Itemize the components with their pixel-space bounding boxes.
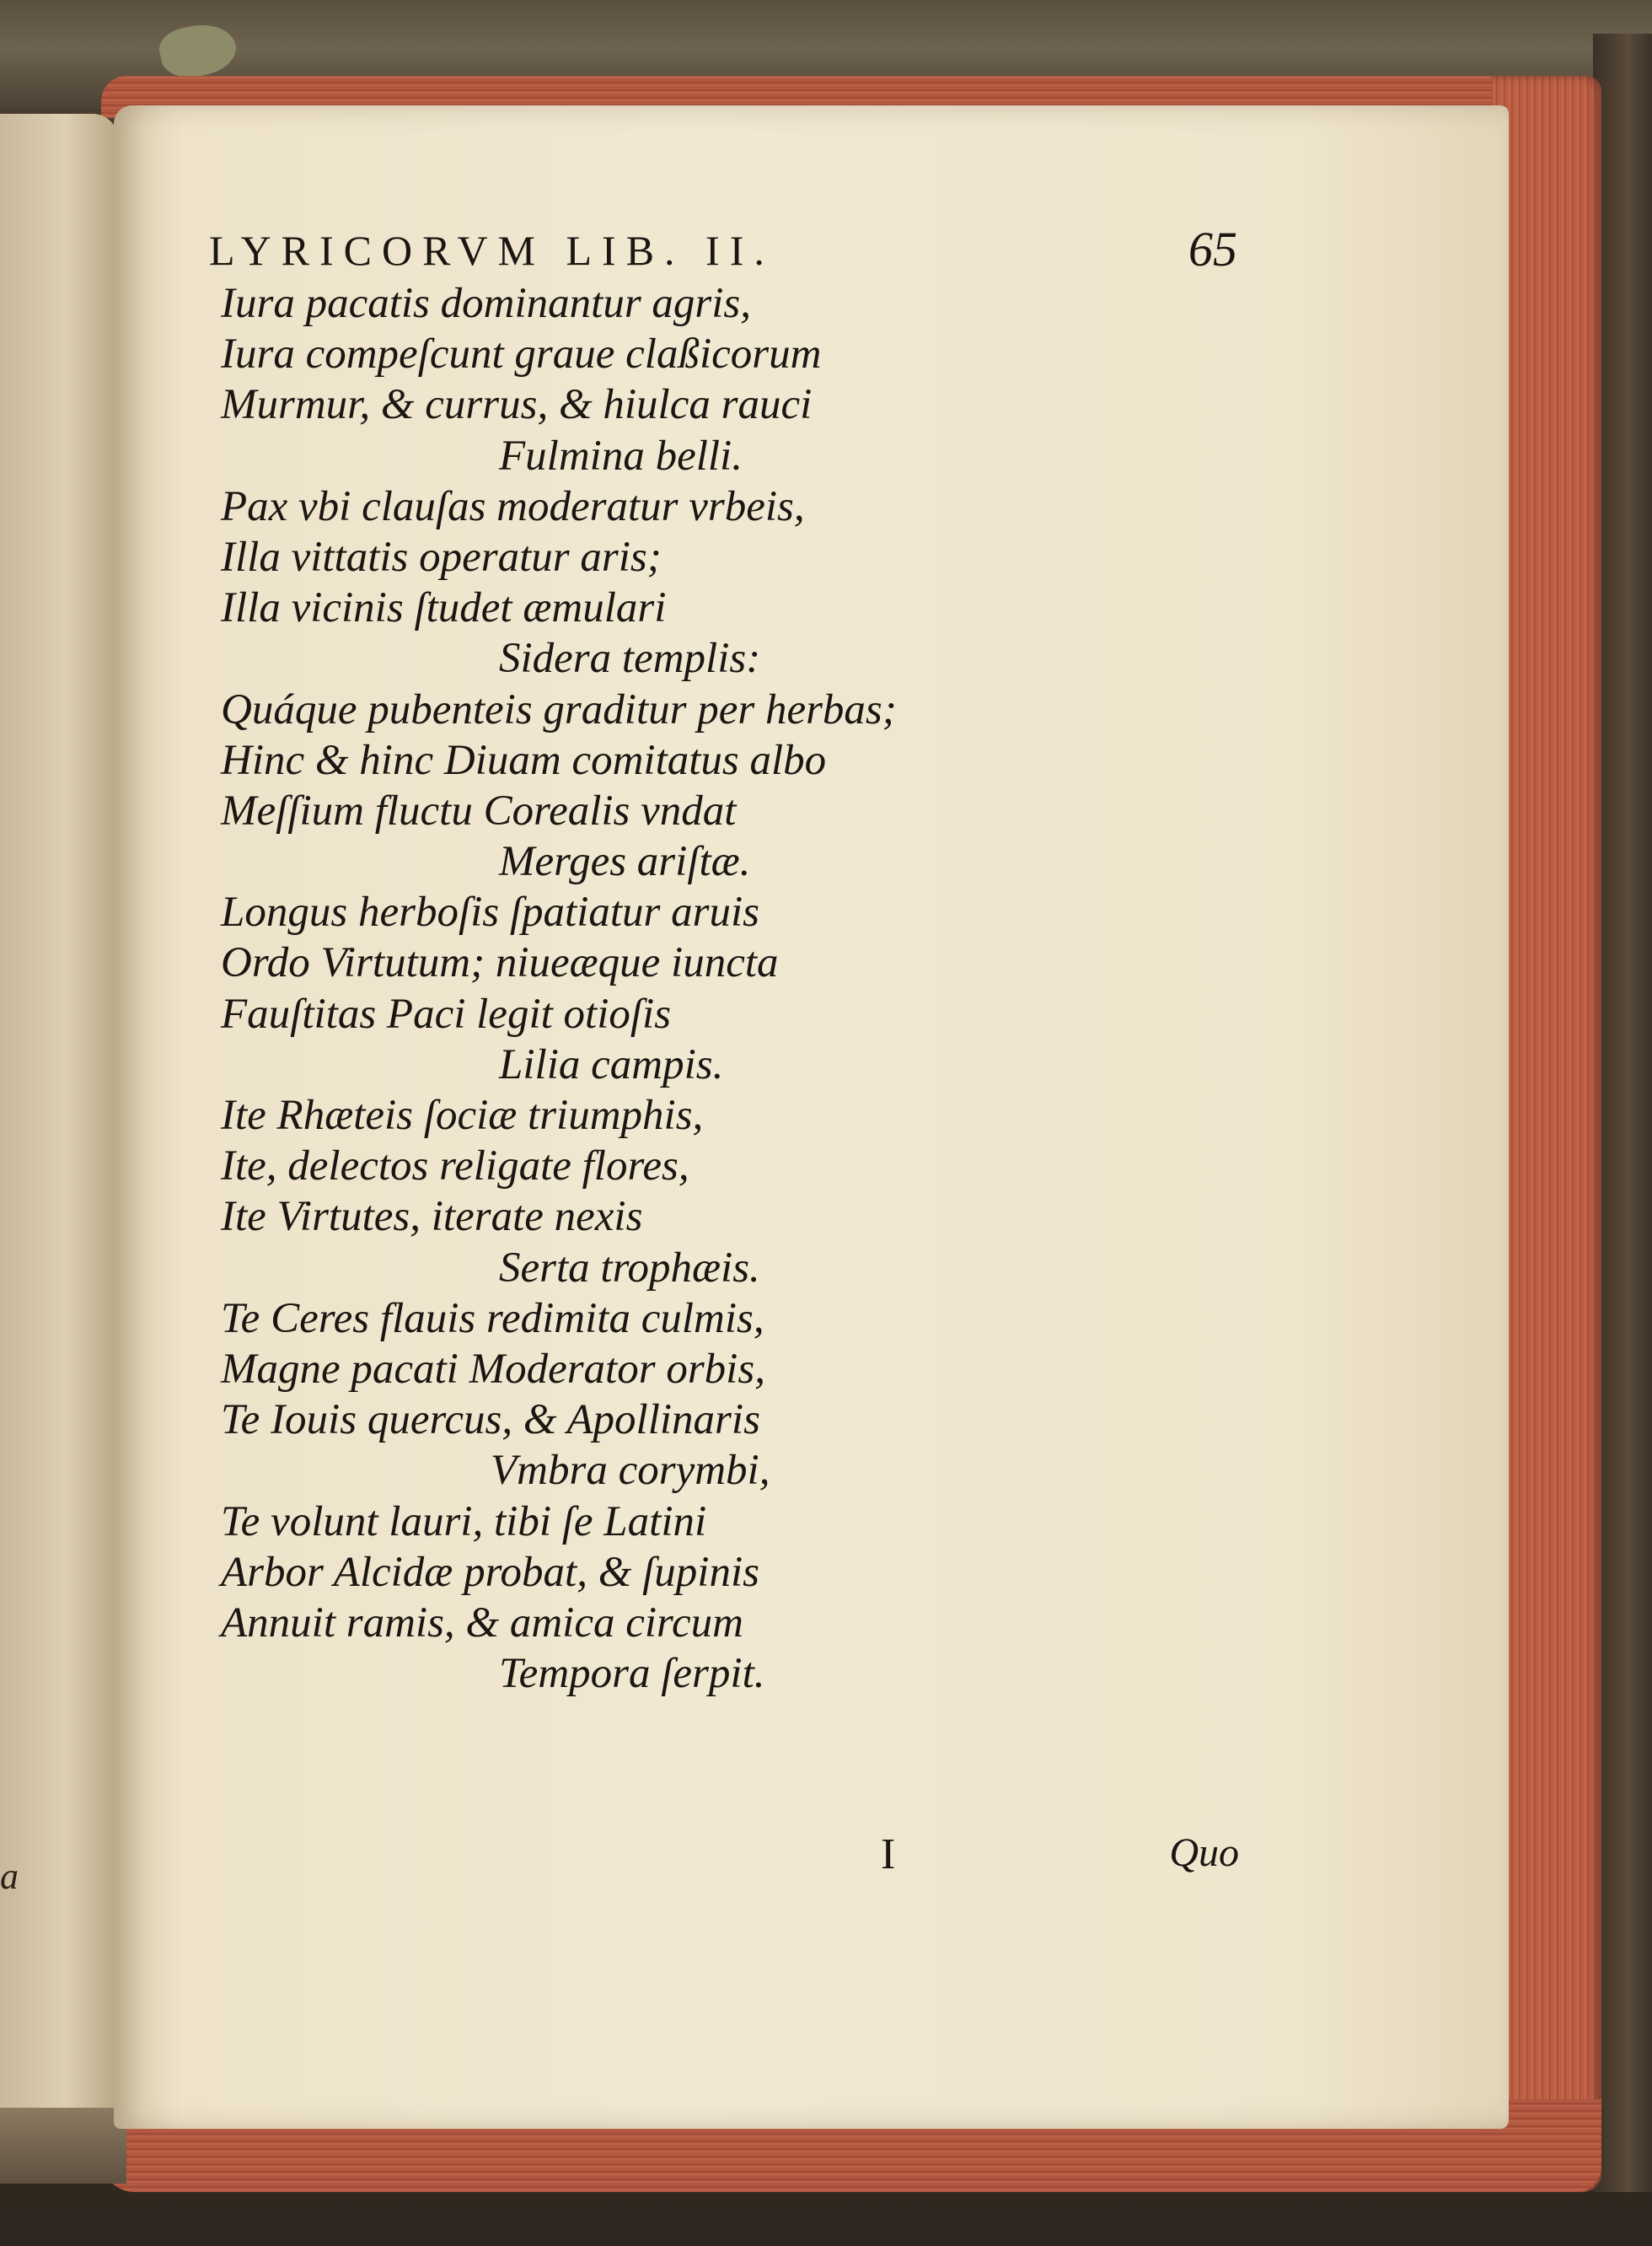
verse-line-adonic: Merges ariſtæ. xyxy=(499,838,751,886)
verse-line: Meſſium fluctu Corealis vndat xyxy=(221,787,737,835)
verse-line: Arbor Alcidæ probat, & ſupinis xyxy=(221,1548,759,1596)
verse-line: Iura pacatis dominantur agris, xyxy=(221,280,752,327)
verse-line-adonic: Tempora ſerpit. xyxy=(499,1650,765,1698)
verse-line: Ite Rhæteis ſociæ triumphis, xyxy=(221,1092,704,1139)
verse-line: Ite, delectos religate flores, xyxy=(221,1142,689,1190)
verse-line: Hinc & hinc Diuam comitatus albo xyxy=(221,736,827,784)
signature-mark: I xyxy=(881,1830,896,1878)
verse-line: Annuit ramis, & amica circum xyxy=(221,1599,743,1647)
catchword: Quo xyxy=(1169,1830,1239,1875)
facing-page-fragment: a xyxy=(0,1856,19,1897)
verse-line: Iura compeſcunt graue claßicorum xyxy=(221,330,822,379)
page-number: 65 xyxy=(1188,222,1237,277)
verse-line: Magne pacati Moderator orbis, xyxy=(221,1345,765,1393)
facing-page-bottom xyxy=(0,2108,126,2184)
verse-line: Illa vicinis ſtudet æmulari xyxy=(221,584,667,632)
page-footer xyxy=(211,1821,1239,1897)
verse-line: Te Ceres flauis redimita culmis, xyxy=(221,1294,764,1342)
verse-line: Pax vbi clauſas moderatur vrbeis, xyxy=(221,482,805,530)
running-head: LYRICORVM LIB. II. xyxy=(209,227,775,274)
verse-line-adonic: Fulmina belli. xyxy=(499,432,743,480)
verse-line: Quáque pubenteis graditur per herbas; xyxy=(221,685,897,733)
verse-line-adonic: Lilia campis. xyxy=(499,1040,724,1088)
verse-line: Te volunt lauri, tibi ſe Latini xyxy=(221,1497,707,1545)
verse-line: Te Iouis quercus, & Apollinaris xyxy=(221,1396,760,1444)
verse-line: Ordo Virtutum; niueæque iuncta xyxy=(221,939,779,987)
verse-line-adonic: Vmbra corymbi, xyxy=(491,1447,770,1495)
verse-line: Longus herboſis ſpatiatur aruis xyxy=(221,889,760,937)
verse-line: Fauſtitas Paci legit otioſis xyxy=(221,990,672,1038)
verse-line: Illa vittatis operatur aris; xyxy=(221,533,662,581)
book-cover-board xyxy=(1593,34,1652,2192)
verse-line-adonic: Sidera templis: xyxy=(499,635,761,683)
verse-line: Ite Virtutes, iterate nexis xyxy=(221,1193,643,1241)
verse-line-adonic: Serta trophæis. xyxy=(499,1244,760,1292)
verse-line: Murmur, & currus, & hiulca rauci xyxy=(221,381,813,429)
poem-text xyxy=(221,278,1064,1699)
page-header xyxy=(209,222,1237,285)
